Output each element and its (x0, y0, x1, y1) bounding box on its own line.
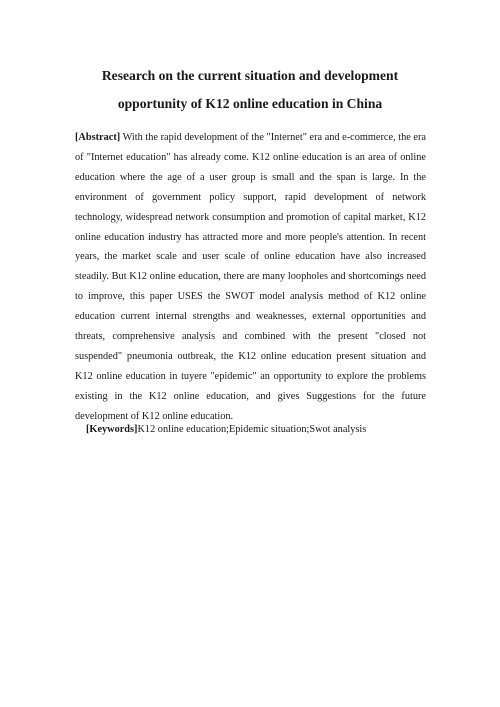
title-line-1: Research on the current situation and development (101, 68, 399, 83)
keywords-label: [Keywords] (86, 424, 138, 435)
abstract-text: With the rapid development of the "Internet" era and e-commerce, the era of "Internet education" has already come. K12 online education is an area of online education where the age of a user group is small and the span is large. In the environment of government policy support, rapid development of network technology, widespread network consumption and promotion of capital market, K12 online education industry has attracted more and more people's attention. In recent years, the market scale and user scale of online education have also increased steadily. But K12 online education, there are many loopholes and shortcomings need to improve, this paper USES the SWOT model analysis method of K12 online education current internal strengths and weaknesses, external opportunities and threats, comprehensive analysis and combined with the present "closed not suspended" pneumonia outbreak, the K12 online education present situation and K12 online education in tuyere "epidemic" an opportunity to explore the problems existing in the K12 online education, and gives Suggestions for the future development of K12 online education. (75, 132, 426, 422)
title-line-2: opportunity of K12 online education in China (117, 96, 383, 111)
keywords-text: K12 online education;Epidemic situation;Swot analysis (137, 424, 367, 435)
paper-title (60, 62, 440, 118)
keywords-line (86, 420, 426, 440)
abstract-paragraph (75, 128, 426, 427)
abstract-label: [Abstract] (75, 132, 121, 143)
